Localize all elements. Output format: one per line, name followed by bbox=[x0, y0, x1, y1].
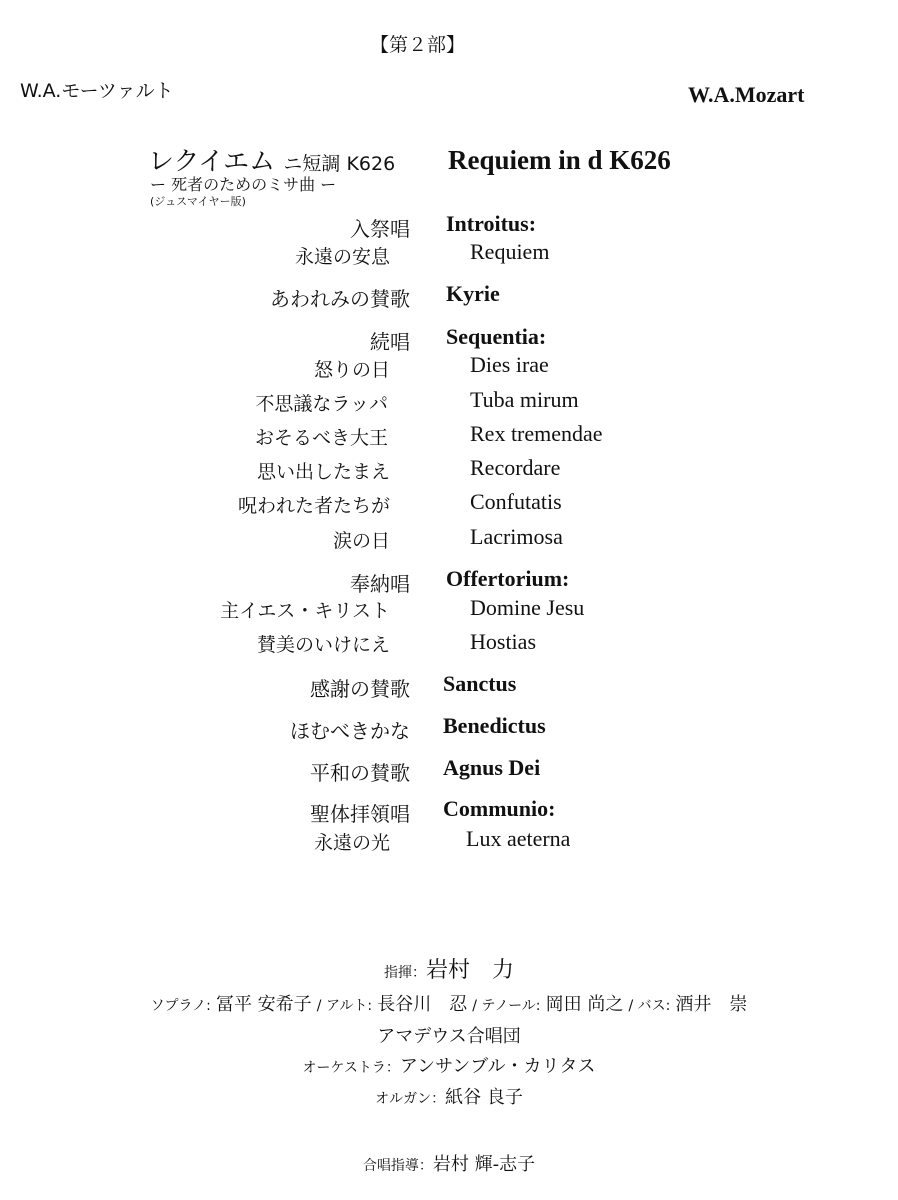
movement-jp: 賛美のいけにえ bbox=[256, 634, 390, 656]
movement-en: Dies irae bbox=[470, 352, 549, 377]
movement-jp: 平和の賛歌 bbox=[310, 761, 410, 785]
orchestra-line bbox=[0, 1052, 898, 1078]
movement-en: Benedictus bbox=[443, 713, 546, 738]
work-edition-jp: (ジュスマイヤー版) bbox=[150, 195, 246, 208]
movement-jp: 感謝の賛歌 bbox=[310, 677, 410, 701]
bass-name: 酒井 崇 bbox=[675, 994, 748, 1015]
movement-en: Recordare bbox=[470, 455, 561, 480]
soprano-name: 冨平 安希子 bbox=[215, 994, 312, 1015]
chorus-master-line bbox=[0, 1150, 898, 1176]
movement-en: Sequentia: bbox=[446, 324, 547, 349]
part-heading: 【第２部】 bbox=[370, 34, 466, 56]
movement-jp: 怒りの日 bbox=[313, 359, 390, 381]
movement-en: Kyrie bbox=[446, 281, 500, 306]
choir-name: アマデウス合唱団 bbox=[377, 1026, 521, 1047]
composer-jp: W.A.モーツァルト bbox=[20, 80, 174, 102]
movement-en: Communio: bbox=[443, 796, 556, 821]
alto-name: 長谷川 忍 bbox=[377, 994, 468, 1015]
movement-jp: 主イエス・キリスト bbox=[220, 600, 390, 622]
movement-en: Lacrimosa bbox=[470, 524, 563, 549]
movement-jp: 永遠の光 bbox=[313, 832, 390, 854]
movement-jp: 涙の日 bbox=[332, 530, 390, 552]
movement-en: Requiem bbox=[470, 239, 550, 264]
bass-label: / バス: bbox=[628, 998, 671, 1014]
movement-jp: おそるべき大王 bbox=[254, 427, 388, 449]
movement-jp: 呪われた者たちが bbox=[237, 495, 390, 517]
soprano-label: ソプラノ: bbox=[150, 998, 211, 1014]
movement-jp: 不思議なラッパ bbox=[255, 393, 388, 415]
conductor-line bbox=[0, 953, 898, 984]
movement-en: Hostias bbox=[470, 629, 536, 654]
movement-en: Confutatis bbox=[470, 489, 562, 514]
movement-en: Offertorium: bbox=[446, 566, 570, 591]
movement-jp: あわれみの賛歌 bbox=[270, 287, 410, 311]
conductor-label: 指揮： bbox=[383, 965, 426, 981]
organ-name: 紙谷 良子 bbox=[445, 1087, 523, 1108]
movement-en: Lux aeterna bbox=[466, 826, 571, 851]
movement-jp: ほむべきかな bbox=[290, 719, 410, 743]
organ-label: オルガン： bbox=[375, 1091, 446, 1107]
movement-en: Rex tremendae bbox=[470, 421, 603, 446]
chorus-master-label: 合唱指導： bbox=[362, 1158, 433, 1174]
movement-en: Introitus: bbox=[446, 211, 537, 236]
work-title-en: Requiem in d K626 bbox=[448, 145, 671, 175]
tenor-label: / テノール: bbox=[472, 998, 541, 1014]
work-subtitle-jp: ー 死者のためのミサ曲 ー bbox=[150, 175, 337, 194]
movement-jp: 思い出したまえ bbox=[256, 461, 390, 483]
movement-jp: 聖体拝領唱 bbox=[310, 802, 410, 826]
movement-en: Tuba mirum bbox=[470, 387, 579, 412]
movement-jp: 永遠の安息 bbox=[294, 246, 390, 268]
key-jp: ニ短調 K626 bbox=[283, 153, 396, 175]
tenor-name: 岡田 尚之 bbox=[545, 994, 624, 1015]
composer-en: W.A.Mozart bbox=[688, 82, 805, 107]
soloists-line bbox=[0, 990, 898, 1016]
alto-label: / アルト: bbox=[316, 998, 373, 1014]
movement-jp: 続唱 bbox=[370, 330, 410, 354]
orchestra-label: オーケストラ： bbox=[302, 1060, 400, 1076]
movement-en: Sanctus bbox=[443, 671, 517, 696]
title-jp: レクイエム bbox=[148, 147, 276, 177]
orchestra-name: アンサンブル・カリタス bbox=[399, 1056, 596, 1077]
organ-line bbox=[0, 1083, 898, 1109]
movement-jp: 入祭唱 bbox=[350, 217, 410, 241]
movement-en: Domine Jesu bbox=[470, 595, 585, 620]
chorus-master-name: 岩村 輝-志子 bbox=[432, 1154, 536, 1175]
movement-jp: 奉納唱 bbox=[350, 572, 410, 596]
conductor-name: 岩村 力 bbox=[425, 958, 514, 983]
movement-en: Agnus Dei bbox=[443, 755, 541, 780]
